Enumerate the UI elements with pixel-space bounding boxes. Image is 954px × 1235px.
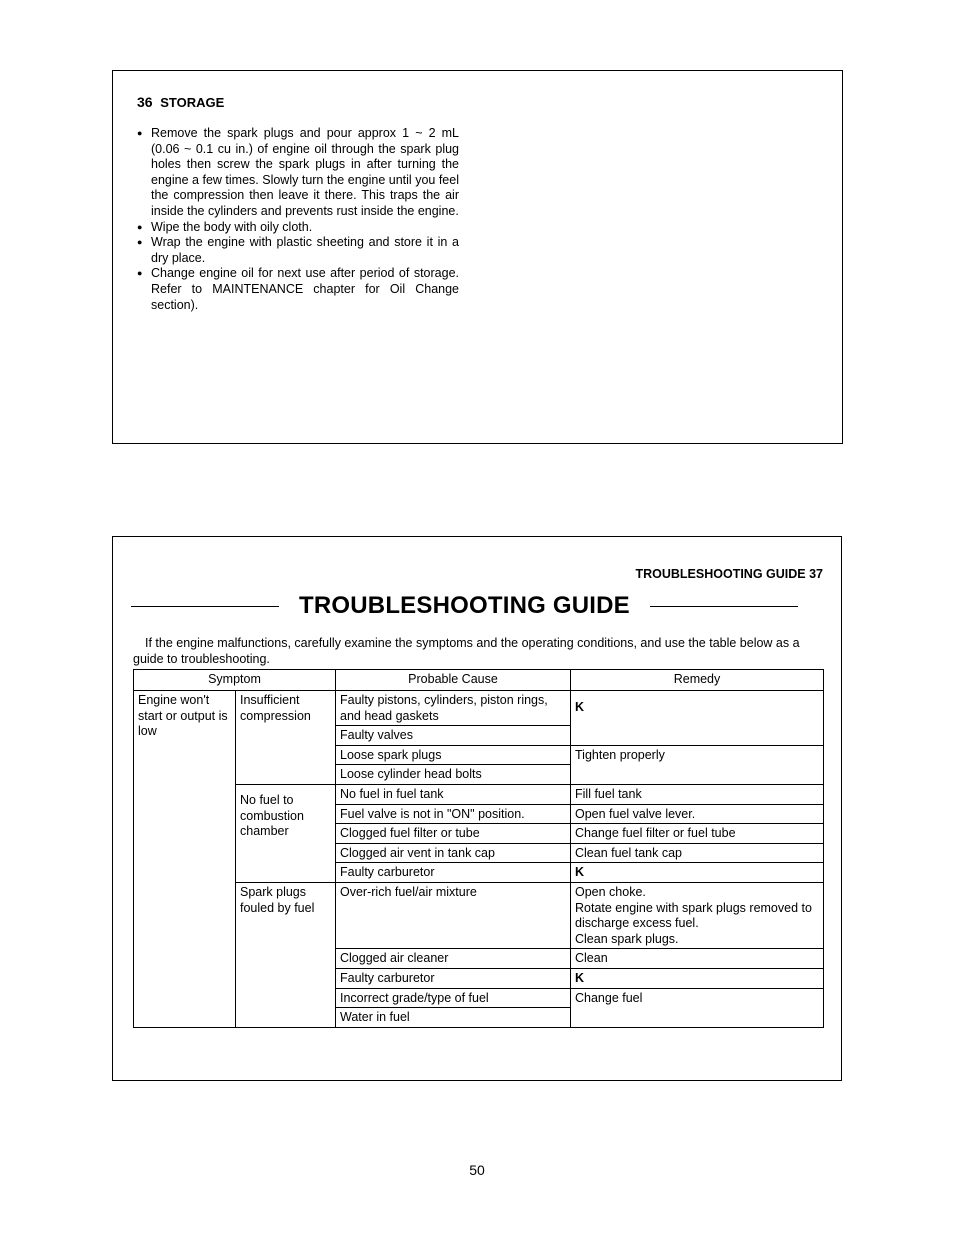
remedy-cell: Change fuel xyxy=(571,988,824,1027)
header-symptom: Symptom xyxy=(134,670,336,691)
cause-cell: Loose cylinder head bolts xyxy=(336,765,571,785)
remedy-cell: Change fuel filter or fuel tube xyxy=(571,824,824,844)
troubleshooting-panel xyxy=(112,536,842,1081)
storage-section-title: STORAGE xyxy=(160,95,225,110)
table-header-row xyxy=(134,670,824,691)
header-remedy: Remedy xyxy=(571,670,824,691)
cause-cell: Faulty carburetor xyxy=(336,968,571,988)
storage-bullet: ● Wrap the engine with plastic sheeting and store it in a dry place. xyxy=(137,235,459,266)
cause-cell: Faulty valves xyxy=(336,726,571,746)
group-cell: Spark plugs fouled by fuel xyxy=(236,882,336,1027)
table-row xyxy=(134,691,824,726)
remedy-cell: Tighten properly xyxy=(571,745,824,784)
cause-cell: Clogged air cleaner xyxy=(336,949,571,969)
page-number: 50 xyxy=(469,1162,485,1178)
title-rule-right xyxy=(650,606,798,607)
table-row xyxy=(134,784,824,804)
cause-cell: Loose spark plugs xyxy=(336,745,571,765)
group-cell: No fuel to combustion chamber xyxy=(236,784,336,882)
storage-heading xyxy=(137,94,224,110)
storage-bullet: ● Wipe the body with oily cloth. xyxy=(137,220,459,236)
remedy-line: Open choke. xyxy=(575,884,646,899)
storage-bullet: ● Change engine oil for next use after period of storage. Refer to MAINTENANCE chapter for Oil Change section). xyxy=(137,266,459,313)
cause-cell: Water in fuel xyxy=(336,1008,571,1028)
storage-bullet-list xyxy=(137,126,459,313)
remedy-cell: Open fuel valve lever. xyxy=(571,804,824,824)
cause-cell: Fuel valve is not in "ON" position. xyxy=(336,804,571,824)
intro-paragraph: If the engine malfunctions, carefully examine the symptoms and the operating conditions, and use the table below as a guide to troubleshooting. xyxy=(133,636,800,666)
cause-cell: No fuel in fuel tank xyxy=(336,784,571,804)
page-title-text: TROUBLESHOOTING GUIDE xyxy=(299,592,630,619)
remedy-line: Rotate engine with spark plugs removed to discharge excess fuel. xyxy=(575,900,812,931)
storage-bullet: ● Remove the spark plugs and pour approx 1 ~ 2 mL (0.06 ~ 0.1 cu in.) of engine oil through the spark plug holes then screw the spark plugs in after turning the engine a few times. Slowly turn the engine until you feel the compression then leave it there. This traps the air inside the cylinders and prevents rust inside the engine. xyxy=(137,126,459,220)
storage-section-number: 36 xyxy=(137,94,153,110)
symptom-cell: Engine won't start or output is low xyxy=(134,691,236,1028)
cause-cell: Faulty carburetor xyxy=(336,863,571,883)
header-cause: Probable Cause xyxy=(336,670,571,691)
remedy-cell: Clean fuel tank cap xyxy=(571,843,824,863)
cause-cell: Over-rich fuel/air mixture xyxy=(336,882,571,948)
remedy-cell: K xyxy=(571,863,824,883)
remedy-cell: K xyxy=(571,691,824,746)
cause-cell: Faulty pistons, cylinders, piston rings, and head gaskets xyxy=(336,691,571,726)
cause-cell: Clogged air vent in tank cap xyxy=(336,843,571,863)
group-cell: Insufficient compression xyxy=(236,691,336,785)
cause-cell: Clogged fuel filter or tube xyxy=(336,824,571,844)
storage-panel xyxy=(112,70,843,444)
remedy-cell: Fill fuel tank xyxy=(571,784,824,804)
page-title xyxy=(131,589,823,623)
running-header: TROUBLESHOOTING GUIDE 37 xyxy=(635,567,823,581)
table-row xyxy=(134,882,824,948)
remedy-cell: Clean xyxy=(571,949,824,969)
remedy-line: Clean spark plugs. xyxy=(575,931,679,946)
remedy-cell xyxy=(571,882,824,948)
remedy-cell: K xyxy=(571,968,824,988)
title-rule-left xyxy=(131,606,279,607)
troubleshooting-table xyxy=(133,669,824,1028)
cause-cell: Incorrect grade/type of fuel xyxy=(336,988,571,1008)
